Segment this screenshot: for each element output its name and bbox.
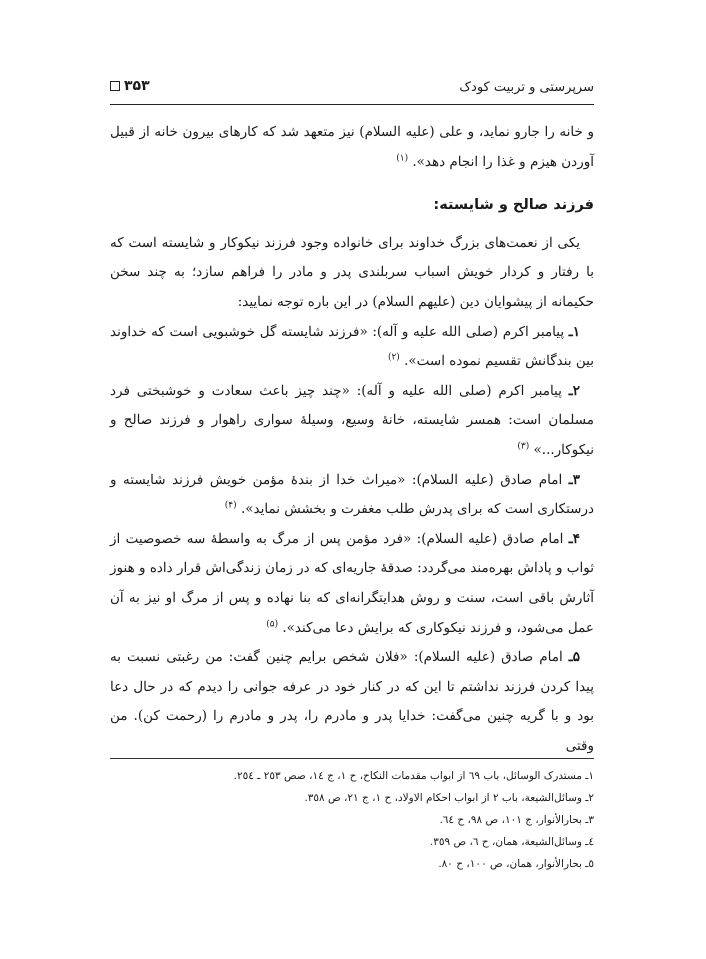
footnote-ref: (۵): [266, 619, 279, 629]
square-icon: [110, 81, 120, 91]
list-item: [110, 525, 594, 643]
footnotes: [110, 758, 594, 875]
running-title: سرپرستی و تربیت کودک: [459, 80, 594, 95]
item-text: امام صادق (علیه السلام): «فرد مؤمن پس از مرگ به واسطهٔ سه خصوصیت از ثواب و پاداش بهره‌مند می‌گردد: صدقهٔ جاریه‌ای که در زمان زندگی‌اش قرار داده و هنوز آثارش باقی است، سنت و روش هدایتگرانه‌ای که بنا نهاده و پس از مرگ او نیز به آن عمل می‌شود، و فرزند نیکوکاری که برایش دعا می‌کند».: [110, 530, 594, 636]
list-item: [110, 318, 594, 377]
footnote-ref: (۳): [517, 441, 530, 452]
footnote-ref: (۴): [224, 500, 237, 511]
main-text: [110, 118, 594, 761]
item-text: پیامبر اکرم (صلی الله علیه و آله): «فرزند شایسته گل خوشبویی است که خداوند بین بندگانش تقسیم نموده است».: [110, 323, 594, 370]
footnote-ref: (۲): [387, 352, 400, 363]
footnote-item: ٤ـ وسائل‌الشیعة، همان، ح ٦، ص ٣٥٩.: [429, 836, 594, 848]
footnote-item: ٥ـ بحارالأنوار، همان، ص ١٠٠، ح ٨٠.: [438, 858, 594, 870]
list-item: [110, 466, 594, 525]
page-number: [110, 78, 150, 94]
list-item: [110, 643, 594, 761]
page-number-text: ۳۵۳: [124, 78, 150, 94]
section-heading: فرزند صالح و شایسته:: [433, 197, 594, 214]
item-number: ۴ـ: [568, 530, 580, 547]
footnote-item: ٢ـ وسائل‌الشیعة، باب ٢ از ابواب احکام الاولاد، ح ١، ج ٢١، ص ٣٥٨.: [304, 792, 594, 804]
item-text: امام صادق (علیه السلام): «فلان شخص برایم چنین گفت: من رغبتی نسبت به پیدا کردن فرزند نداشتم تا این که در کنار خود در عرفه جوانی را دیدم که در حال دعا بود و با گریه چنین می‌گفت: خدایا پدر و مادرم را، پدر و مادرم را (رحمت کن). من وقتی: [110, 649, 594, 754]
item-number: ۱ـ: [568, 323, 580, 340]
footnote-ref: (۱): [396, 153, 409, 164]
intro-paragraph: [110, 118, 594, 177]
item-number: ۲ـ: [568, 382, 580, 399]
item-number: ۳ـ: [568, 471, 580, 488]
body-paragraph: یکی از نعمت‌های بزرگ خداوند برای خانواده وجود فرزند نیکوکار و شایسته است که با رفتار و کردار خویش اسباب سربلندی پدر و مادر را فراهم سازد؛ به چند سخن حکیمانه از پیشوایان دین (علیهم السلام) در این باره توجه نمایید:: [110, 234, 594, 310]
list-item: [110, 377, 594, 466]
footnote-item: ٣ـ بحارالأنوار، ج ١٠١، ص ٩٨، ح ٦٤.: [439, 814, 594, 826]
footnote-item: ۱ـ مستدرک الوسائل، باب ٦٩ از ابواب مقدمات النکاح، ح ١، ج ١٤، صص ٢٥٣ ـ ٢٥٤.: [233, 770, 594, 782]
page-header: [110, 78, 594, 105]
item-text: امام صادق (علیه السلام): «میراث خدا از بندهٔ مؤمن خویش فرزند شایسته و درستکاری است که برای پدرش طلب مغفرت و بخشش نماید».: [110, 471, 594, 518]
item-text: پیامبر اکرم (صلی الله علیه و آله): «چند چیز باعث سعادت و خوشبختی فرد مسلمان است: همسر شایسته، خانهٔ وسیع، وسیلهٔ سواری راهوار و فرزند صالح و نیکوکار...»: [110, 382, 594, 458]
intro-text: و خانه را جارو نماید، و علی (علیه السلام) نیز متعهد شد که کارهای بیرون خانه از قبیل آوردن هیزم و غذا را انجام دهد».: [110, 124, 594, 170]
item-number: ۵ـ: [568, 649, 581, 666]
